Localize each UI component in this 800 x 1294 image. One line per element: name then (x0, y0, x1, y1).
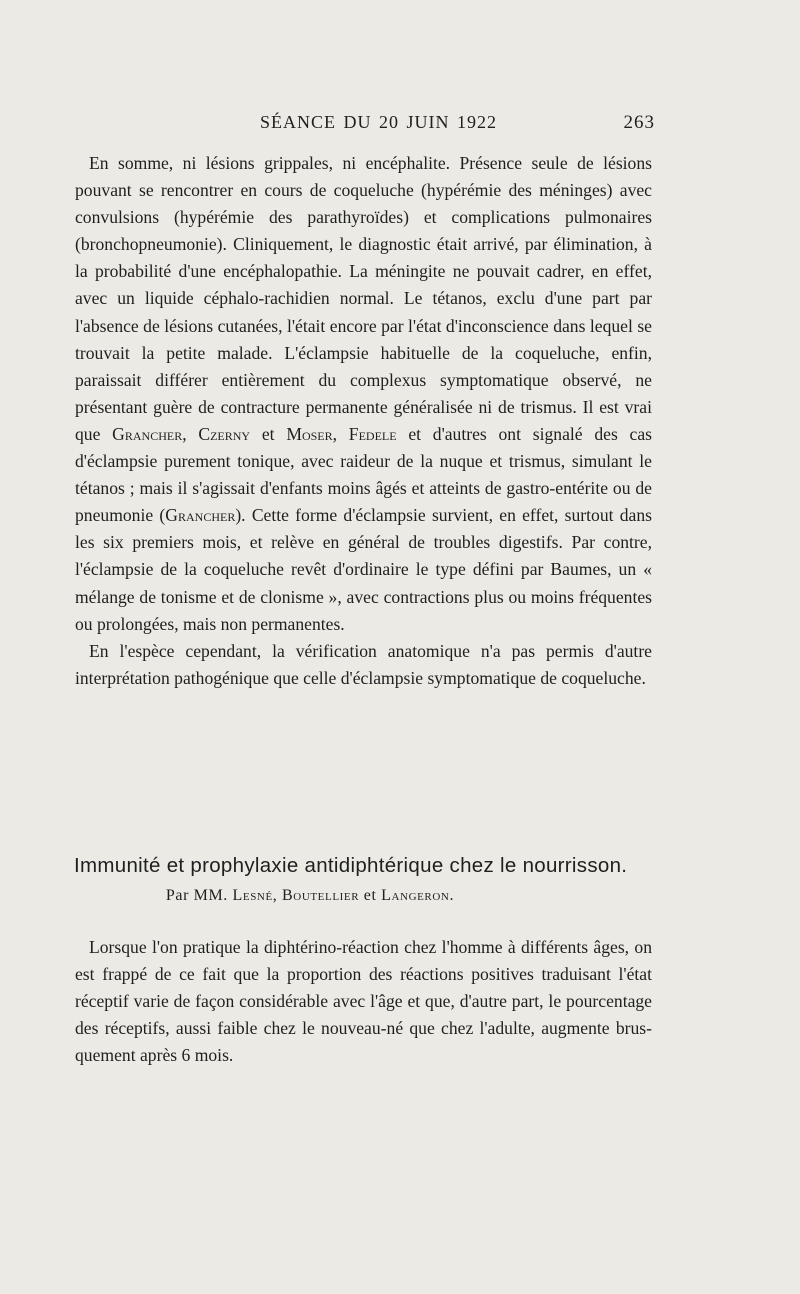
paragraph-text: En somme, ni lésions grippales, ni encéphalite. Présence seule de lésions pouvant se rencontrer en cours de coqueluche (hypérémie des méninges) avec convulsions (hypérémie des parathyroïdes) et complications pulmonaires (bronchopneumonie). Cliniquement, le diagnostic était arrivé, par élimination, à la probabilité d'une encéphalopathie. La méningite ne pouvait cadrer, en effet, avec un liquide céphalo-rachidien normal. Le tétanos, exclu d'une part par l'absence de lésions cutanées, l'était encore par l'état d'inconscience dans lequel se trouvait la petite malade. L'éclampsie habituelle de la coqueluche, enfin, paraissait différer entièrement du complexus symptomatique observé, ne présentant guère de contracture permanente généralisée ni de trismus. Il est vrai que (75, 153, 652, 444)
running-head-title: SÉANCE DU 20 JUIN 1922 (260, 112, 497, 132)
author-name: Grancher (112, 423, 183, 444)
final-paragraph: En l'espèce cependant, la vérification anatomique n'a pas permis d'autre interprétation pathogénique que celle d'éclampsie symptomatique de coqueluche. (75, 640, 652, 688)
byline-prefix: Par MM. (165, 887, 233, 904)
paragraph-text: et d'autres ont signalé des cas d'éclampsie purement tonique, avec raideur de la nuque et trismus, simulant le tétanos ; mais il s'agissait d'enfants moins âgés et atteints de gastro-entérite ou de pneumonie ( (75, 423, 653, 526)
separator: , (272, 887, 282, 904)
author-name: Boutellier (282, 887, 360, 904)
article-byline (0, 887, 800, 905)
running-head (0, 112, 800, 142)
author-name: Czerny (198, 423, 251, 444)
author-name: Lesné (232, 887, 273, 904)
separator: , (332, 423, 349, 444)
author-name: Langeron (381, 887, 450, 904)
separator: . (449, 887, 455, 904)
article-title: Immunité et prophylaxie antidiphtérique chez le nourrisson. (74, 854, 628, 877)
separator: , (182, 423, 199, 444)
conclusion-paragraph (75, 150, 652, 638)
separator: et (359, 887, 382, 904)
separator: et (250, 423, 287, 444)
author-name: Moser (286, 423, 333, 444)
paragraph-text: ). Cette forme d'éclampsie survient, en effet, surtout dans les six premiers mois, et relève en général de troubles digestifs. Par contre, l'éclampsie de la coqueluche revêt d'ordinaire le type défini par Baumes, un « mélange de tonisme et de clonisme », avec contractions plus ou moins fréquentes ou prolongées, mais non permanentes. (75, 505, 652, 634)
author-name: Fedele (348, 423, 397, 444)
article-body (75, 934, 652, 1069)
case-report-conclusion (75, 150, 652, 692)
article-intro-paragraph: Lorsque l'on pratique la diphtérino-réaction chez l'homme à différents âges, on est frappé de ce fait que la proportion des réactions positives traduisant l'état réceptif varie de façon considérable avec l'âge et que, d'autre part, le pourcentage des réceptifs, aussi faible chez le nouveau-né que chez l'adulte, augmente brusquement après 6 mois. (75, 937, 652, 1066)
author-name: Grancher (165, 505, 236, 526)
page-number: 263 (623, 112, 655, 133)
